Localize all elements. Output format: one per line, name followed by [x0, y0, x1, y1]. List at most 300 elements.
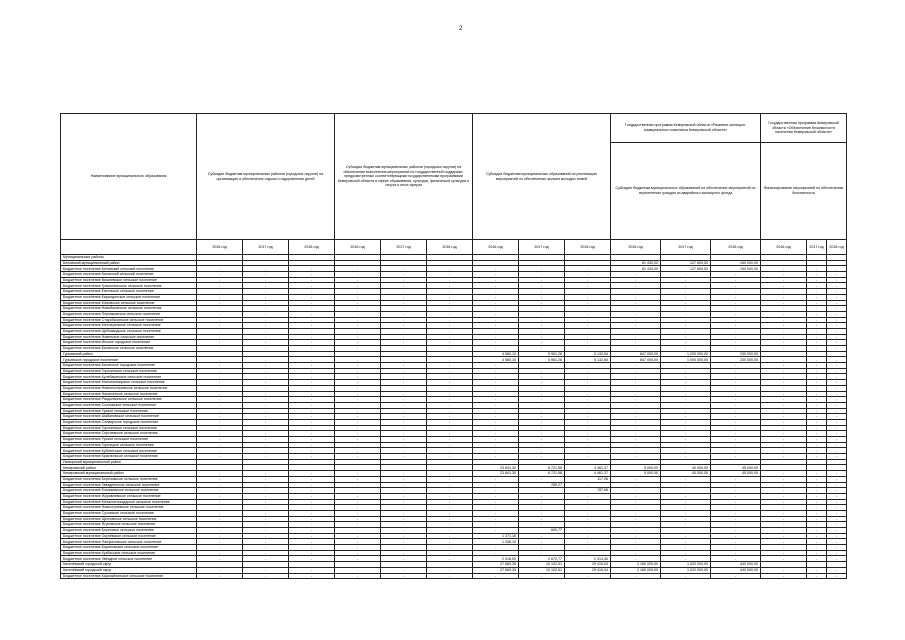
row-value: - [611, 306, 661, 312]
row-value: - [289, 346, 335, 352]
row-value: - [473, 363, 519, 369]
row-value: - [761, 272, 807, 278]
row-value: - [381, 323, 427, 329]
row-value: - [807, 340, 827, 346]
row-name: Бюджетное поселение Березовское сельское поселение [61, 476, 197, 482]
row-value: - [611, 380, 661, 386]
row-value: - [519, 402, 565, 408]
row-value: - [197, 289, 243, 295]
row-value: - [427, 522, 473, 528]
row-value: - [761, 556, 807, 562]
row-value: 6 721,58 [519, 471, 565, 477]
row-value: 40 000,00 [661, 471, 711, 477]
row-value: - [761, 294, 807, 300]
row-value: - [611, 323, 661, 329]
row-value: - [381, 294, 427, 300]
row-value: 127 600,00 [661, 266, 711, 272]
row-value: - [335, 306, 381, 312]
row-value: - [381, 300, 427, 306]
row-value: - [381, 380, 427, 386]
row-value: - [761, 289, 807, 295]
row-value: - [381, 340, 427, 346]
row-value: 2 413,40 [565, 556, 611, 562]
row-value: - [611, 550, 661, 556]
row-value: - [827, 505, 847, 511]
row-value: - [611, 545, 661, 551]
row-value: - [761, 306, 807, 312]
row-value: - [807, 380, 827, 386]
row-value: - [807, 334, 827, 340]
row-value: - [427, 266, 473, 272]
row-value: - [565, 408, 611, 414]
row-value: - [519, 510, 565, 516]
row-value: - [519, 448, 565, 454]
row-value: - [565, 493, 611, 499]
row-value: - [611, 516, 661, 522]
row-value: - [611, 408, 661, 414]
row-value: - [711, 311, 761, 317]
row-value: - [427, 402, 473, 408]
row-value: - [473, 510, 519, 516]
row-name: Бюджетное поселение Елыкаевское сельское поселение [61, 488, 197, 494]
row-value: - [661, 283, 711, 289]
row-value: - [197, 556, 243, 562]
row-value: - [427, 397, 473, 403]
row-value: - [565, 385, 611, 391]
year-header: 2016 год [611, 240, 661, 255]
row-value: - [243, 283, 289, 289]
row-value: - [807, 522, 827, 528]
row-value: - [611, 346, 661, 352]
row-value: - [335, 380, 381, 386]
row-value: 45 000,00 [711, 465, 761, 471]
row-name: Бюджетное поселение Звездненское сельское поселение [61, 482, 197, 488]
row-value: - [197, 539, 243, 545]
row-value: - [519, 277, 565, 283]
row-value: - [761, 425, 807, 431]
row-value: - [827, 550, 847, 556]
row-value: - [381, 539, 427, 545]
row-value: - [711, 573, 761, 579]
row-value: - [711, 528, 761, 534]
row-value: - [611, 289, 661, 295]
row-value: - [711, 363, 761, 369]
row-value: - [289, 505, 335, 511]
row-value: - [761, 510, 807, 516]
row-value: - [807, 510, 827, 516]
row-value: - [473, 380, 519, 386]
row-name: Бюджетное поселение Урское сельское поселение [61, 437, 197, 443]
row-value: - [661, 340, 711, 346]
row-value: - [519, 442, 565, 448]
row-value: - [473, 528, 519, 534]
row-value: - [473, 550, 519, 556]
row-value: - [711, 391, 761, 397]
row-value: - [381, 346, 427, 352]
row-value: - [473, 488, 519, 494]
row-value: - [289, 499, 335, 505]
row-value: - [335, 328, 381, 334]
row-value: - [565, 550, 611, 556]
row-value: - [519, 408, 565, 414]
row-value: - [381, 425, 427, 431]
year-header: 2016 год [197, 240, 243, 255]
row-value: - [381, 277, 427, 283]
row-value: - [197, 567, 243, 573]
row-value: - [611, 493, 661, 499]
row-value: - [565, 528, 611, 534]
row-value: - [381, 272, 427, 278]
row-value: - [197, 482, 243, 488]
row-value: - [761, 516, 807, 522]
row-value: - [473, 516, 519, 522]
row-value: - [711, 300, 761, 306]
row-value: 789,27 [519, 482, 565, 488]
row-value: - [611, 272, 661, 278]
row-value: - [565, 454, 611, 460]
row-value: 27 660,35 [473, 567, 519, 573]
row-value: - [827, 493, 847, 499]
row-value: - [661, 311, 711, 317]
row-value: - [381, 317, 427, 323]
row-value: - [197, 391, 243, 397]
row-value: - [289, 516, 335, 522]
row-value: - [427, 476, 473, 482]
row-value: - [565, 300, 611, 306]
row-value: - [473, 545, 519, 551]
row-value: - [381, 357, 427, 363]
row-value: - [761, 311, 807, 317]
row-value: - [289, 556, 335, 562]
row-value: - [519, 340, 565, 346]
row-value: - [427, 528, 473, 534]
row-value: - [611, 402, 661, 408]
row-value: - [335, 516, 381, 522]
row-value: 1 371,16 [473, 533, 519, 539]
row-value: - [761, 368, 807, 374]
row-value: - [711, 380, 761, 386]
row-value: - [473, 493, 519, 499]
row-value: - [661, 317, 711, 323]
row-value: - [827, 419, 847, 425]
row-value: - [243, 380, 289, 386]
row-value: - [711, 522, 761, 528]
row-value: - [473, 522, 519, 528]
row-value: - [335, 294, 381, 300]
row-value: - [197, 414, 243, 420]
row-value: - [519, 266, 565, 272]
row-value: - [761, 499, 807, 505]
row-value: - [519, 419, 565, 425]
row-value: - [611, 510, 661, 516]
row-value: - [519, 272, 565, 278]
row-value: - [427, 505, 473, 511]
row-value: - [661, 306, 711, 312]
row-value: - [197, 528, 243, 534]
row-value: - [381, 454, 427, 460]
row-value: - [519, 328, 565, 334]
row-value: - [761, 340, 807, 346]
row-value: - [611, 431, 661, 437]
row-value: - [335, 567, 381, 573]
row-value: - [565, 272, 611, 278]
row-value: - [197, 431, 243, 437]
row-value: - [335, 442, 381, 448]
row-value: - [473, 294, 519, 300]
row-value: - [289, 414, 335, 420]
row-value: - [427, 539, 473, 545]
row-value: 1 000 000,00 [661, 351, 711, 357]
row-value: 81 430,00 [611, 266, 661, 272]
row-value: - [519, 323, 565, 329]
row-value: - [197, 397, 243, 403]
row-value: - [289, 357, 335, 363]
row-value: - [289, 482, 335, 488]
row-value: - [565, 266, 611, 272]
row-value: - [661, 374, 711, 380]
row-value: - [197, 294, 243, 300]
row-value: - [611, 317, 661, 323]
row-value: - [197, 317, 243, 323]
header-group-c: Субсидия бюджетам муниципальных образований на реализацию мероприятий по обеспечению жильем молодых семей [473, 114, 611, 240]
row-value: - [661, 346, 711, 352]
row-value: - [289, 573, 335, 579]
row-value: - [427, 488, 473, 494]
row-name: Бюджетное поселение Бачатский сельский поселение [61, 272, 197, 278]
row-value: - [473, 283, 519, 289]
row-value: - [807, 300, 827, 306]
row-value: - [381, 334, 427, 340]
row-value: - [565, 482, 611, 488]
row-value: - [243, 306, 289, 312]
row-value: - [289, 522, 335, 528]
row-value: - [827, 408, 847, 414]
row-value: - [197, 374, 243, 380]
row-value: - [565, 545, 611, 551]
row-value: - [243, 493, 289, 499]
row-value: - [519, 550, 565, 556]
row-value: - [807, 425, 827, 431]
row-value: - [243, 385, 289, 391]
row-value: - [243, 516, 289, 522]
row-value: - [711, 272, 761, 278]
row-value: - [761, 505, 807, 511]
row-value: - [761, 522, 807, 528]
row-value: - [335, 550, 381, 556]
row-value: - [661, 573, 711, 579]
row-value: - [711, 425, 761, 431]
row-value: - [289, 545, 335, 551]
row-value: - [473, 397, 519, 403]
row-value: - [761, 476, 807, 482]
row-value: - [381, 573, 427, 579]
row-value: - [289, 323, 335, 329]
row-value: - [807, 385, 827, 391]
row-value: - [827, 573, 847, 579]
row-value: - [827, 510, 847, 516]
row-value: - [827, 425, 847, 431]
row-value: - [565, 419, 611, 425]
row-value: - [243, 431, 289, 437]
row-value: - [197, 266, 243, 272]
row-value: - [381, 567, 427, 573]
row-value: - [807, 471, 827, 477]
row-name: Гурьевский район [61, 351, 197, 357]
row-value: - [289, 437, 335, 443]
row-value: - [519, 306, 565, 312]
row-value: - [243, 539, 289, 545]
row-value: - [761, 419, 807, 425]
row-value: - [197, 380, 243, 386]
row-value: - [761, 482, 807, 488]
row-value: - [243, 510, 289, 516]
row-value: - [761, 414, 807, 420]
row-value: - [243, 294, 289, 300]
row-value: - [661, 437, 711, 443]
row-value: - [827, 385, 847, 391]
row-value: - [427, 380, 473, 386]
row-value: - [381, 437, 427, 443]
row-value: - [827, 528, 847, 534]
row-value: - [565, 391, 611, 397]
row-value: - [661, 294, 711, 300]
budget-table [60, 113, 847, 579]
row-value: - [473, 402, 519, 408]
row-value: - [381, 516, 427, 522]
row-value: - [243, 300, 289, 306]
row-value: - [661, 300, 711, 306]
row-name: Кемеровский район [61, 465, 197, 471]
row-value: - [289, 493, 335, 499]
row-value: - [611, 334, 661, 340]
row-value: - [807, 482, 827, 488]
row-value: - [519, 368, 565, 374]
row-value: - [473, 482, 519, 488]
row-value: - [761, 323, 807, 329]
row-value: - [381, 510, 427, 516]
row-name: Бюджетное поселение Сосновское сельское поселение [61, 402, 197, 408]
row-value: - [473, 340, 519, 346]
row-value: - [243, 414, 289, 420]
row-value: - [427, 294, 473, 300]
row-value: - [711, 516, 761, 522]
row-value: - [381, 476, 427, 482]
row-name: Бюджетное поселение Менчерепское сельское поселение [61, 323, 197, 329]
row-name: Бюджетное поселение Кулебакинское сельское поселение [61, 374, 197, 380]
header-blank [61, 240, 197, 255]
row-value: - [197, 306, 243, 312]
row-value: - [335, 357, 381, 363]
header-group-a: Субсидия бюджетам муниципальных районов (городских округов) на организацию и обеспечение отдыха и оздоровления детей [197, 114, 335, 240]
row-value: - [427, 357, 473, 363]
row-value: - [761, 488, 807, 494]
row-value: - [807, 528, 827, 534]
row-value: - [289, 471, 335, 477]
row-name: Муниципальные районы [61, 255, 197, 261]
row-value: - [427, 431, 473, 437]
row-value: 29 415,04 [565, 567, 611, 573]
row-value: - [807, 306, 827, 312]
row-value: - [565, 402, 611, 408]
row-value: - [565, 505, 611, 511]
row-value: - [427, 374, 473, 380]
row-value: - [197, 545, 243, 551]
row-value: - [827, 272, 847, 278]
row-value: - [761, 363, 807, 369]
row-value: - [335, 499, 381, 505]
row-value: - [381, 471, 427, 477]
row-value: - [427, 283, 473, 289]
row-value: - [611, 328, 661, 334]
row-value: - [289, 431, 335, 437]
row-value: - [381, 368, 427, 374]
row-value: - [427, 346, 473, 352]
row-value: - [761, 539, 807, 545]
row-value: - [807, 397, 827, 403]
row-value: - [565, 283, 611, 289]
row-value: - [827, 522, 847, 528]
row-value: - [197, 573, 243, 579]
row-value: - [711, 368, 761, 374]
row-value: - [661, 363, 711, 369]
row-value: - [827, 567, 847, 573]
row-value: - [565, 294, 611, 300]
row-value: 81 430,00 [611, 260, 661, 266]
row-value: - [807, 516, 827, 522]
row-value: - [827, 323, 847, 329]
row-value: - [243, 346, 289, 352]
row-value: - [565, 317, 611, 323]
row-value: - [661, 368, 711, 374]
row-name: Беловский муниципальный район [61, 260, 197, 266]
row-value: 45 000,00 [711, 471, 761, 477]
row-value: - [519, 385, 565, 391]
row-value: 4 580,10 [473, 357, 519, 363]
row-value: - [519, 334, 565, 340]
row-value: - [661, 482, 711, 488]
row-value: - [335, 272, 381, 278]
row-value: - [827, 289, 847, 295]
row-value: - [807, 539, 827, 545]
row-value: - [519, 294, 565, 300]
row-name: Гурьевское городское поселение [61, 357, 197, 363]
row-value: - [611, 505, 661, 511]
row-name: Бюджетное поселение Краснинское сельское поселение [61, 454, 197, 460]
row-value: - [711, 408, 761, 414]
row-value: - [807, 283, 827, 289]
row-value: - [427, 306, 473, 312]
row-value: - [197, 311, 243, 317]
row-value: - [611, 437, 661, 443]
row-value: - [243, 277, 289, 283]
row-value: - [243, 505, 289, 511]
row-value: - [427, 391, 473, 397]
row-value: - [197, 368, 243, 374]
row-name: Бюджетное поселение Раздольинское сельское поселение [61, 397, 197, 403]
row-value: - [761, 448, 807, 454]
row-value: - [661, 442, 711, 448]
header-group-e: Финансирование мероприятий по обеспечению безопасности [761, 143, 847, 240]
row-value: - [761, 374, 807, 380]
row-value: - [427, 368, 473, 374]
row-value: - [761, 442, 807, 448]
row-value: - [519, 437, 565, 443]
row-value: - [827, 317, 847, 323]
row-value: - [381, 374, 427, 380]
row-value: - [335, 533, 381, 539]
row-value: - [711, 437, 761, 443]
row-value: 2 018,00 [473, 556, 519, 562]
